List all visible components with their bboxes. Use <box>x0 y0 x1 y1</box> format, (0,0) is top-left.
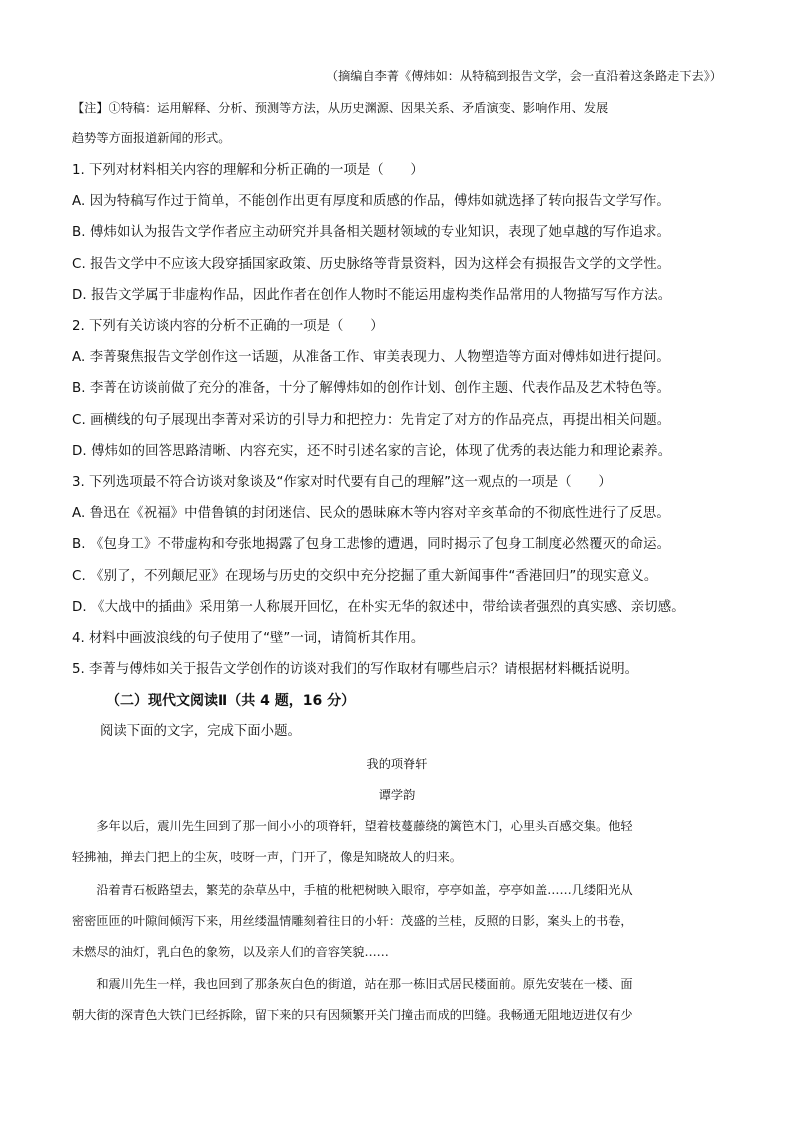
question-2-option-b: B. 李菁在访谈前做了充分的准备，十分了解傅炜如的创作计划、创作主题、代表作品及艺术特色等。 <box>72 381 671 396</box>
question-1-option-a: A. 因为特稿写作过于简单，不能创作出更有厚度和质感的作品，傅炜如就选择了转向报告文学写作。 <box>72 194 670 209</box>
question-1-option-d: D. 报告文学属于非虚构作品，因此作者在创作人物时不能运用虚构类作品常用的人物描写写作方法。 <box>72 288 672 303</box>
article-line: 朝大街的深青色大铁门已经拆除，留下来的只有因频繁开关门撞击而成的凹缝。我畅通无阻地迈进仅有少 <box>72 1008 633 1022</box>
article-line: 轻拂袖，掸去门把上的尘灰，吱呀一声，门开了，像是知晓故人的归来。 <box>72 850 462 864</box>
article-line: 沿着青石板路望去，繁芜的杂草丛中，手植的枇杷树映入眼帘，亭亭如盖，亭亭如盖……几缕阳光从 <box>72 883 633 897</box>
article-line: 多年以后，震川先生回到了那一间小小的项脊轩，望着枝蔓藤绕的篱笆木门，心里头百感交集。他轻 <box>72 819 633 833</box>
question-3-option-c: C. 《别了，不列颠尼亚》在现场与历史的交织中充分挖掘了重大新闻事件“香港回归”的现实意义。 <box>72 569 658 584</box>
question-2-option-a: A. 李菁聚焦报告文学创作这一话题，从准备工作、审美表现力、人物塑造等方面对傅炜如进行提问。 <box>72 350 670 365</box>
article-line: 未燃尽的油灯，乳白色的象笏，以及亲人们的音容笑貌…… <box>72 945 389 959</box>
section-heading: （二）现代文阅读Ⅱ（共 4 题，16 分） <box>106 693 356 709</box>
question-2-stem: 2. 下列有关访谈内容的分析不正确的一项是（ ） <box>72 319 384 334</box>
question-4-stem: 4. 材料中画波浪线的句子使用了“壁”一词，请简析其作用。 <box>72 631 425 646</box>
question-1-stem: 1. 下列对材料相关内容的理解和分析正确的一项是（ ） <box>72 163 424 178</box>
question-3-option-b: B. 《包身工》不带虚构和夸张地揭露了包身工悲惨的遭遇，同时揭示了包身工制度必然覆灭的命运。 <box>72 537 671 552</box>
question-1-option-b: B. 傅炜如认为报告文学作者应主动研究并具备相关题材领域的专业知识，表现了她卓越的写作追求。 <box>72 225 671 240</box>
question-1-option-c: C. 报告文学中不应该大段穿插国家政策、历史脉络等背景资料，因为这样会有损报告文学的文学性。 <box>72 257 671 272</box>
question-3-option-a: A. 鲁迅在《祝福》中借鲁镇的封闭迷信、民众的愚昧麻木等内容对辛亥革命的不彻底性进行了反思。 <box>72 506 670 521</box>
article-title: 我的项脊轩 <box>366 757 428 771</box>
note-line-2: 趋势等方面报道新闻的形式。 <box>72 131 231 145</box>
note-line-1: 【注】①特稿：运用解释、分析、预测等方法，从历史渊源、因果关系、矛盾演变、影响作用、发展 <box>72 101 609 115</box>
article-line: 密密匝匝的叶隙间倾泻下来，用丝缕温情雕刻着往日的小轩：茂盛的兰桂，反照的日影，案头上的书卷， <box>72 914 633 928</box>
question-3-stem: 3. 下列选项最不符合访谈对象谈及“作家对时代要有自己的理解”这一观点的一项是（ ） <box>72 475 612 490</box>
question-5-stem: 5. 李菁与傅炜如关于报告文学创作的访谈对我们的写作取材有哪些启示？请根据材料概括说明。 <box>72 662 639 677</box>
question-2-option-d: D. 傅炜如的回答思路清晰、内容充实，还不时引述名家的言论，体现了优秀的表达能力和理论素养。 <box>72 444 672 459</box>
article-author: 谭学韵 <box>378 788 416 802</box>
question-2-option-c: C. 画横线的句子展现出李菁对采访的引导力和把控力：先肯定了对方的作品亮点，再提出相关问题。 <box>72 413 671 428</box>
source-citation: （摘编自李菁《傅炜如：从特稿到报告文学，会一直沿着这条路走下去》） <box>325 69 722 83</box>
article-line: 和震川先生一样，我也回到了那条灰白色的街道，站在那一栋旧式居民楼面前。原先安装在一楼、面 <box>72 977 633 991</box>
question-3-option-d: D. 《大战中的插曲》采用第一人称展开回忆，在朴实无华的叙述中，带给读者强烈的真实感、亲切感。 <box>72 600 685 615</box>
section-instruction: 阅读下面的文字，完成下面小题。 <box>100 724 301 739</box>
